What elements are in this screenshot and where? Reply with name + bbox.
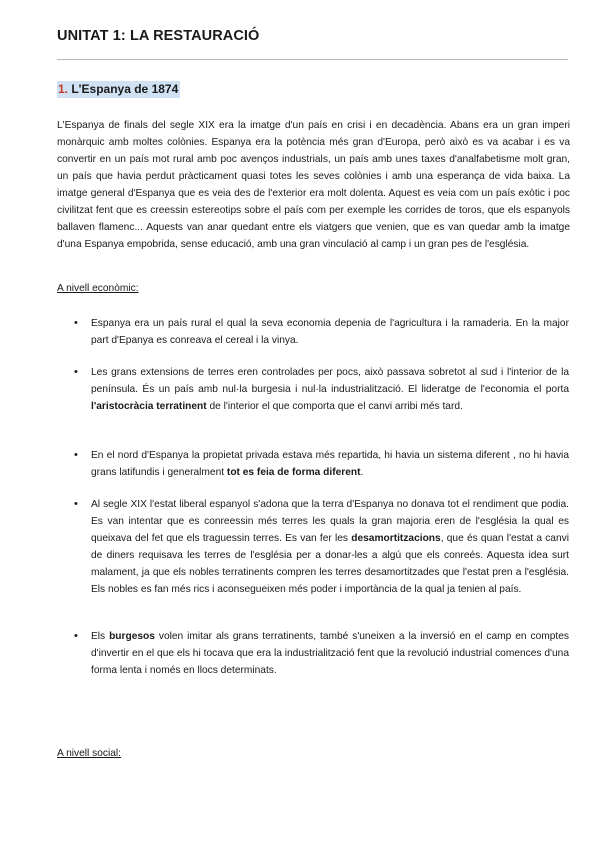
social-subheading: A nivell social: <box>57 748 121 759</box>
bullet-text: Espanya era un país rural el qual la seva economia depenia de l'agricultura i la ramaderia. En la major part d'Epanya es conreava el cereal i la vinya. <box>91 318 569 346</box>
bullet-item <box>91 628 569 679</box>
economic-subheading: A nivell econòmic: <box>57 283 139 294</box>
section-title: L'Espanya de 1874 <box>68 82 179 96</box>
bullet-bold-text: tot es feia de forma diferent <box>226 467 361 478</box>
bullet-text: de l'interior el que comporta que el canvi arribi més tard. <box>206 401 463 412</box>
section-heading-highlight <box>57 81 180 98</box>
bullet-bold-text: burgesos <box>109 631 155 642</box>
bullet-text: volen imitar als grans terratinents, també s'uneixen a la inversió en el camp en comptes d'invertir en el que els hi tocava que era la industrialització fent que la revolució industrial comences d'una forma lenta i només en llocs determinats. <box>91 631 569 676</box>
document-title: UNITAT 1: LA RESTAURACIÓ <box>57 28 260 44</box>
bullet-text: , que és quan l'estat a canvi de diners requisava les terres de l'església per a donar-les a algú que els conreés. Aquesta idea surt malament, ja que els nobles terratinents compren les terres desamortitzades que l'estat pren a l'església. Els nobles es fan més rics i aconsegueixen més poder i importància de la qual ja tenien al país. <box>91 533 569 595</box>
bullet-text: Els <box>91 631 110 642</box>
section-number: 1. <box>58 82 69 96</box>
section-heading <box>57 82 180 96</box>
bullet-text: Al segle XIX l'estat liberal espanyol s'adona que la terra d'Espanya no donava tot el rendiment que podia. Es van intentar que es conreessin més terres les quals la gran majoria eren de l'església la qual es queixava del fet que els traguessin terres. Es van fer les <box>91 499 569 544</box>
bullet-item <box>91 315 569 349</box>
bullet-item <box>91 496 569 598</box>
bullet-bold-text: l'aristocràcia terratinent <box>91 401 207 412</box>
bullet-item <box>91 447 569 481</box>
bullet-text: En el nord d'Espanya la propietat privada estava més repartida, hi havia un sistema diferent , no hi havia grans latifundis i generalment <box>91 450 569 478</box>
bullet-text: Les grans extensions de terres eren controlades per pocs, això passava sobretot al sud i l'interior de la península. És un país amb nul·la burgesia i nul·la industrialització. El lideratge de l'economia el porta <box>91 367 569 395</box>
bullet-bold-text: desamortitzacions <box>351 533 441 544</box>
bullet-item <box>91 364 569 415</box>
bullet-text: . <box>360 467 364 478</box>
title-divider <box>57 59 568 60</box>
intro-paragraph: L'Espanya de finals del segle XIX era la imatge d'un país en crisi i en decadència. Abans era un gran imperi monàrquic amb moltes colònies. Espanya era la potència més gran d'Europa, però això es va acabar i es va convertir en un país mot rural amb poc avenços industrials, un país amb unes taxes d'analfabetisme molt gran, un país que havia perdut pràcticament quasi totes les seves colònies i amb una esperança de vida baixa. La imatge general d'Espanya que es veia des de l'exterior era molt dolenta. Aquest es veia com un país exòtic i poc civilitzat fent que es creessin estereotips sobre el país com per exemple les corrides de toros, que els espanyols ballaven flamenc... Aquests van anar quedant entre els viatgers que venien, que es van quedar amb la imatge d'una Espanya empobrida, sense educació, amb una gran vinculació al camp i un gran pes de l'església. <box>57 120 570 250</box>
